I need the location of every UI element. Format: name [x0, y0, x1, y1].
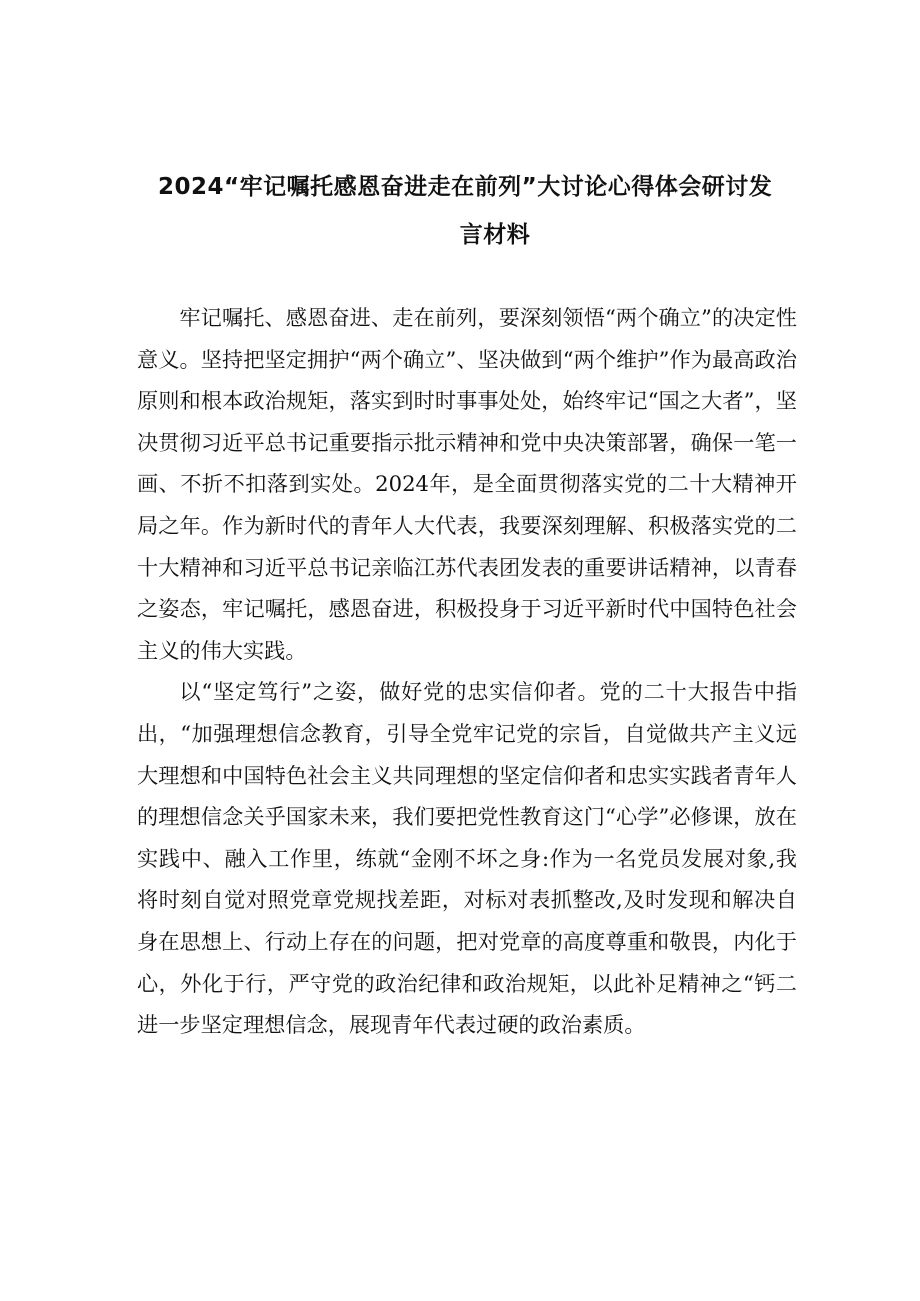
document-title [120, 163, 840, 259]
document-body [137, 297, 797, 1046]
title-line-2: 言材料 [459, 222, 531, 248]
title-line-1: 2024“牢记嘱托感恩奋进走在前列”大讨论心得体会研讨发 [158, 174, 773, 200]
paragraph-2: 以“坚定笃行”之姿，做好党的忠实信仰者。党的二十大报告中指出，“加强理想信念教育，引导全党牢记党的宗旨，自觉做共产主义远大理想和中国特色社会主义共同理想的坚定信仰者和忠实实践者青年人的理想信念关乎国家未来，我们要把党性教育这门“心学”必修课，放在实践中、融入工作里，练就“金刚不坏之身:作为一名党员发展对象,我将时刻自觉对照党章党规找差距，对标对表抓整改,及时发现和解决自身在思想上、行动上存在的问题，把对党章的高度尊重和敬畏，内化于心，外化于行，严守党的政治纪律和政治规矩，以此补足精神之“钙二进一步坚定理想信念，展现青年代表过硬的政治素质。 [137, 679, 797, 1038]
paragraph-1: 牢记嘱托、感恩奋进、走在前列，要深刻领悟“两个确立”的决定性意义。坚持把坚定拥护“两个确立”、坚决做到“两个维护”作为最高政治原则和根本政治规矩，落实到时时事事处处，始终牢记“国之大者”，坚决贯彻习近平总书记重要指示批示精神和党中央决策部署，确保一笔一画、不折不扣落到实处。2024年，是全面贯彻落实党的二十大精神开局之年。作为新时代的青年人大代表，我要深刻理解、积极落实党的二十大精神和习近平总书记亲临江苏代表团发表的重要讲话精神，以青春之姿态，牢记嘱托，感恩奋进，积极投身于习近平新时代中国特色社会主义的伟大实践。 [137, 305, 797, 663]
